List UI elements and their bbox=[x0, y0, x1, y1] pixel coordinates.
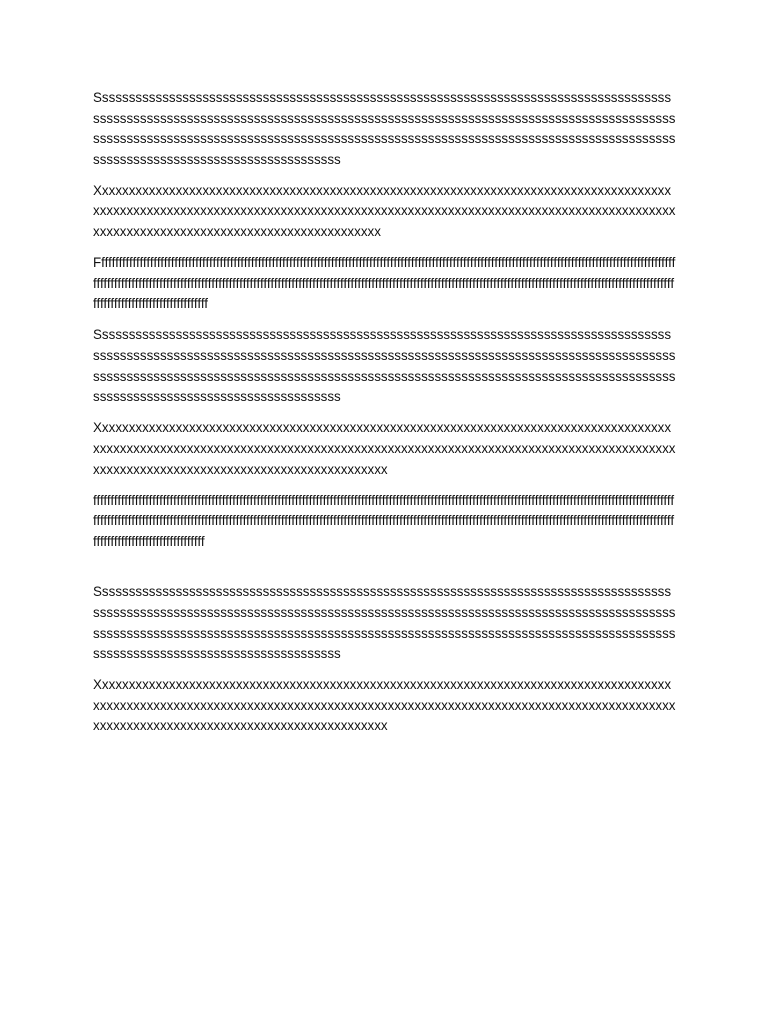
paragraph-x-2: Xxxxxxxxxxxxxxxxxxxxxxxxxxxxxxxxxxxxxxxxxxxxxxxxxxxxxxxxxxxxxxxxxxxxxxxxxxxxxxxxxxxxxxxxxxxxxxxxxxxxxxxxxxxxxxxxxxxxxxxxxxxxxxxxxxxxxxxxxxxxxxxxxxxxxxxxxxxxxxxxxxxxxxxxxxxxxxxxxxxxxxxxxxxxxxxxxxxxxxxxxxxxxxxxxxxxxxxxx bbox=[93, 420, 676, 477]
paragraph-s-1: Sssssssssssssssssssssssssssssssssssssssssssssssssssssssssssssssssssssssssssssssssssssssssssssssssssssssssssssssssssssssssssssssssssssssssssssssssssssssssssssssssssssssssssssssssssssssssssssssssssssssssssssssssssssssssssssssssssssssssssssssssssssssssssssssssssssssssssssssssssssssssssssssssssssssss bbox=[93, 90, 676, 167]
paragraph-f-1: Ffffffffffffffffffffffffffffffffffffffffffffffffffffffffffffffffffffffffffffffffffffffffffffffffffffffffffffffffffffffffffffffffffffffffffffffffffffffffffffffffffffffffffffffffffffffffffffffffffffffffffffffffffffffffffffffffffffffffffffffffffffffffffffffffffffffffffffffffffffffffffffffffffffffffffffffffffffffffffffffffffffffffffffffffffffffffffffffffffffffffffffff bbox=[93, 255, 676, 312]
paragraph-x-3: Xxxxxxxxxxxxxxxxxxxxxxxxxxxxxxxxxxxxxxxxxxxxxxxxxxxxxxxxxxxxxxxxxxxxxxxxxxxxxxxxxxxxxxxxxxxxxxxxxxxxxxxxxxxxxxxxxxxxxxxxxxxxxxxxxxxxxxxxxxxxxxxxxxxxxxxxxxxxxxxxxxxxxxxxxxxxxxxxxxxxxxxxxxxxxxxxxxxxxxxxxxxxxxxxxxxxxxxxx bbox=[93, 677, 676, 734]
paragraph-x-1: Xxxxxxxxxxxxxxxxxxxxxxxxxxxxxxxxxxxxxxxxxxxxxxxxxxxxxxxxxxxxxxxxxxxxxxxxxxxxxxxxxxxxxxxxxxxxxxxxxxxxxxxxxxxxxxxxxxxxxxxxxxxxxxxxxxxxxxxxxxxxxxxxxxxxxxxxxxxxxxxxxxxxxxxxxxxxxxxxxxxxxxxxxxxxxxxxxxxxxxxxxxxxxxxxxxxxxxxx bbox=[93, 182, 676, 240]
paragraph-s-3: Sssssssssssssssssssssssssssssssssssssssssssssssssssssssssssssssssssssssssssssssssssssssssssssssssssssssssssssssssssssssssssssssssssssssssssssssssssssssssssssssssssssssssssssssssssssssssssssssssssssssssssssssssssssssssssssssssssssssssssssssssssssssssssssssssssssssssssssssssssssssssssssssssssssssss bbox=[93, 584, 676, 662]
paragraph-s-2: Sssssssssssssssssssssssssssssssssssssssssssssssssssssssssssssssssssssssssssssssssssssssssssssssssssssssssssssssssssssssssssssssssssssssssssssssssssssssssssssssssssssssssssssssssssssssssssssssssssssssssssssssssssssssssssssssssssssssssssssssssssssssssssssssssssssssssssssssssssssssssssssssssssssssss bbox=[93, 327, 676, 405]
paragraph-f-2: ffffffffffffffffffffffffffffffffffffffffffffffffffffffffffffffffffffffffffffffffffffffffffffffffffffffffffffffffffffffffffffffffffffffffffffffffffffffffffffffffffffffffffffffffffffffffffffffffffffffffffffffffffffffffffffffffffffffffffffffffffffffffffffffffffffffffffffffffffffffffffffffffffffffffffffffffffffffffffffffffffffffffffffffffffffffffffffffffffffffffffffff bbox=[93, 492, 675, 549]
document-body bbox=[93, 88, 677, 748]
